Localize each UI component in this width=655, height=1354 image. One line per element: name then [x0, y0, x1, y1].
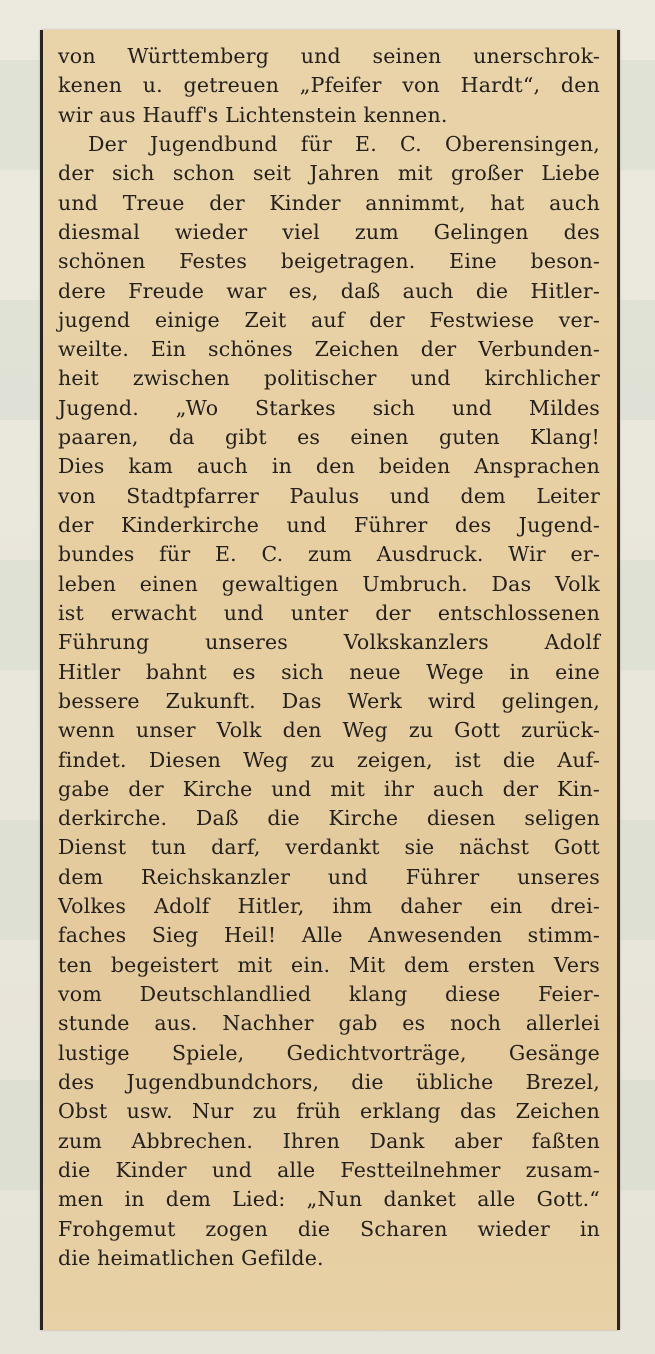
article-line: Führung unseres Volkskanzlers Adolf [58, 630, 600, 655]
article-line: kenen u. getreuen „Pfeifer von Hardt“, den [58, 73, 600, 98]
article-line: faches Sieg Heil! Alle Anwesenden stimm- [58, 923, 600, 948]
article-line: bundes für E. C. zum Ausdruck. Wir er- [58, 542, 600, 567]
article-line: ist erwacht und unter der entschlossenen [58, 600, 600, 625]
article-line: die Kinder und alle Festteilnehmer zusam- [58, 1157, 600, 1182]
article-text [58, 42, 600, 1312]
article-line: Frohgemut zogen die Scharen wieder in [58, 1216, 600, 1241]
article-line: wenn unser Volk den Weg zu Gott zurück- [58, 718, 600, 743]
article-line: ten begeistert mit ein. Mit dem ersten Vers [58, 952, 600, 977]
article-line: der sich schon seit Jahren mit großer Liebe [58, 161, 600, 186]
article-line: men in dem Lied: „Nun danket alle Gott.“ [58, 1187, 600, 1212]
article-line: Dienst tun darf, verdankt sie nächst Gott [58, 835, 600, 860]
article-line: und Treue der Kinder annimmt, hat auch [58, 190, 600, 215]
article-line: von Stadtpfarrer Paulus und dem Leiter [58, 483, 600, 508]
article-line: bessere Zukunft. Das Werk wird gelingen, [58, 688, 600, 713]
article-line: wir aus Hauff's Lichtenstein kennen. [58, 102, 448, 127]
article-line: diesmal wieder viel zum Gelingen des [58, 219, 600, 244]
article-line: gabe der Kirche und mit ihr auch der Kin- [58, 776, 600, 801]
article-line: zum Abbrechen. Ihren Dank aber faßten [58, 1128, 600, 1153]
article-line: Hitler bahnt es sich neue Wege in eine [58, 659, 600, 684]
article-line: von Württemberg und seinen unerschrok- [58, 44, 600, 68]
article-line: lustige Spiele, Gedichtvorträge, Gesänge [58, 1040, 600, 1065]
article-line: dere Freude war es, daß auch die Hitler- [58, 278, 600, 303]
article-line: vom Deutschlandlied klang diese Feier- [58, 982, 600, 1006]
article-line: paaren, da gibt es einen guten Klang! [58, 425, 600, 450]
article-line: schönen Festes beigetragen. Eine beson- [58, 249, 600, 274]
article-line: die heimatlichen Gefilde. [58, 1245, 324, 1270]
article-line: Obst usw. Nur zu früh erklang das Zeichen [58, 1099, 600, 1124]
article-line: Der Jugendbund für E. C. Oberensingen, [88, 131, 600, 156]
article-line: Jugend. „Wo Starkes sich und Mildes [58, 395, 600, 420]
article-line: heit zwischen politischer und kirchlicher [58, 366, 600, 391]
article-line: Volkes Adolf Hitler, ihm daher ein drei- [58, 894, 600, 919]
article-line: derkirche. Daß die Kirche diesen seligen [58, 806, 600, 831]
article-line: der Kinderkirche und Führer des Jugend- [58, 513, 600, 537]
article-line: jugend einige Zeit auf der Festwiese ver- [58, 307, 600, 332]
column-rule-left [40, 30, 43, 1330]
article-line: stunde aus. Nachher gab es noch allerlei [58, 1011, 600, 1036]
column-rule-right [617, 30, 620, 1330]
article-line: weilte. Ein schönes Zeichen der Verbunden- [58, 337, 600, 362]
article-line: findet. Diesen Weg zu zeigen, ist die Auf- [58, 747, 600, 772]
article-line: des Jugendbundchors, die übliche Brezel, [58, 1069, 600, 1094]
article-line: leben einen gewaltigen Umbruch. Das Volk [58, 571, 600, 596]
article-line: Dies kam auch in den beiden Ansprachen [58, 454, 600, 479]
article-line: dem Reichskanzler und Führer unseres [58, 864, 600, 889]
